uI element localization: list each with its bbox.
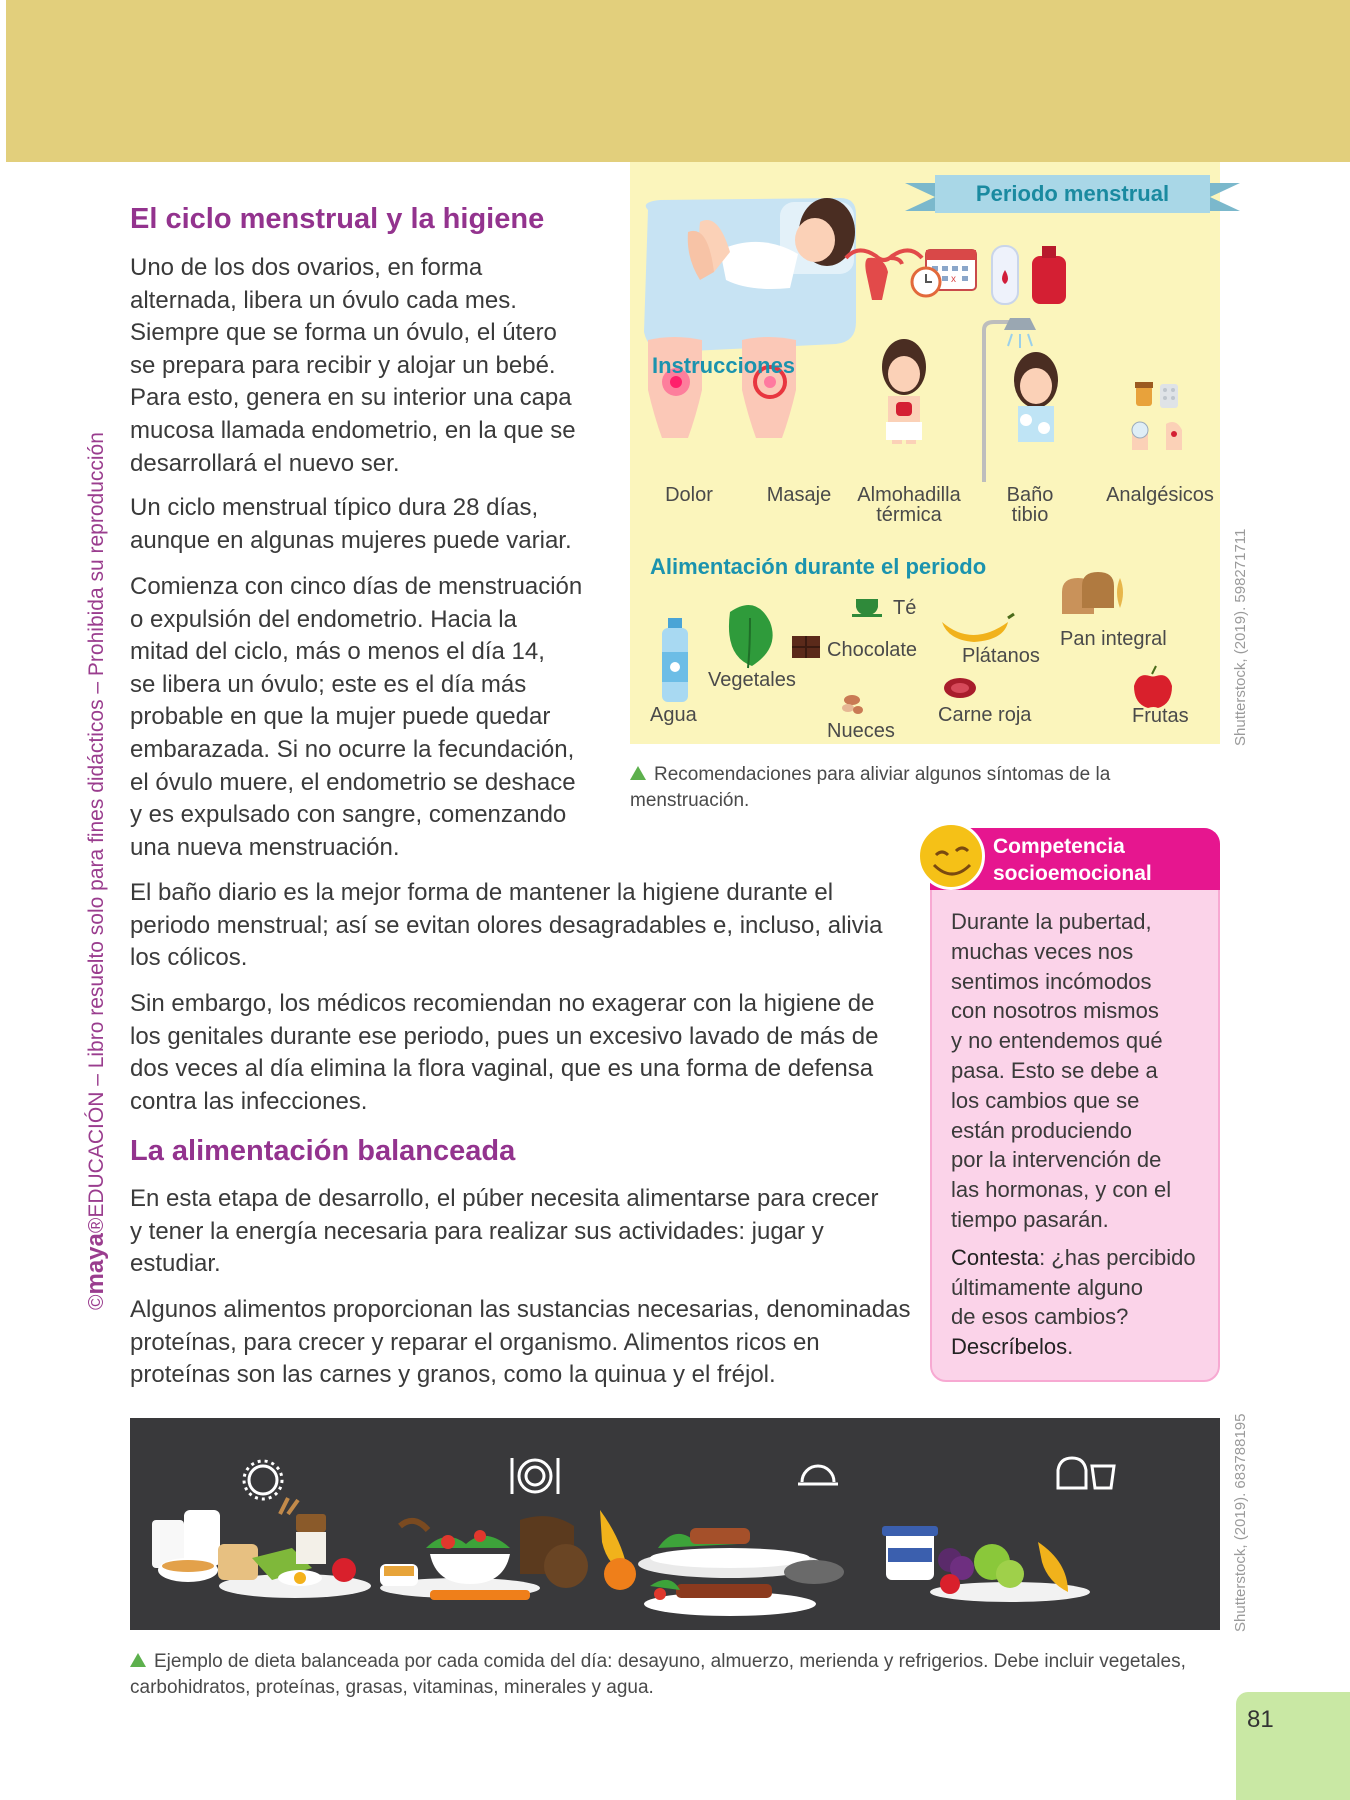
label-vegetales: Vegetales — [708, 669, 796, 691]
vegetables-icon — [729, 605, 773, 668]
whole-bread-icon — [1062, 572, 1123, 614]
section-title-menstrual-cycle: El ciclo menstrual y la higiene — [130, 203, 545, 235]
text-line: Uno de los dos ovarios, en forma — [130, 254, 483, 281]
meals-caption: Ejemplo de dieta balanceada por cada comida del día: desayuno, almuerzo, merienda y refrigerios. Debe incluir vegetales, carbohidratos, proteínas, grasas, vitaminas, minerales y agua. — [130, 1651, 1186, 1698]
sun-icon — [244, 1461, 282, 1499]
text-line: Comienza con cinco días de menstruación — [130, 573, 583, 600]
girl-in-bed-illustration — [644, 198, 856, 352]
text-line: los cólicos. — [130, 944, 248, 972]
text-line: El baño diario es la mejor forma de mantener la higiene durante el — [130, 879, 834, 906]
text-line: por la intervención de — [951, 1147, 1162, 1173]
competencia-header: Competencia socioemocional — [930, 828, 1220, 890]
text-line: con nosotros mismos — [951, 998, 1159, 1024]
text-line: pasa. Esto se debe a — [951, 1057, 1158, 1083]
instructions-title: Instrucciones — [652, 353, 796, 378]
text-line: Un ciclo menstrual típico dura 28 días, — [130, 494, 539, 521]
caption-triangle-icon — [630, 766, 646, 780]
snack-plates — [638, 1528, 844, 1616]
label-carne-roja: Carne roja — [938, 704, 1032, 726]
text-line: proteínas son las carnes y granos, como la quinua y el fréjol. — [130, 1361, 776, 1389]
text-line: En esta etapa de desarrollo, el púber necesita alimentarse para crecer — [130, 1185, 879, 1212]
text-line: o expulsión del endometrio. Hacia la — [130, 605, 517, 633]
text-line: Para esto, genera en su interior una capa — [130, 384, 572, 412]
paragraph-ciclo-28 — [130, 492, 572, 557]
copyright-notice: ©maya®EDUCACIÓN – Libro resuelto solo para fines didácticos – Prohibida su reproducción — [82, 432, 109, 1310]
label-te: Té — [893, 597, 917, 619]
heating-pad-girl-icon — [882, 339, 926, 444]
paragraph-comienza — [130, 571, 582, 864]
breakfast-plate — [152, 1498, 371, 1598]
text-line: los genitales durante ese periodo, pues un excesivo lavado de más de — [130, 1022, 879, 1050]
paragraph-bano-diario — [130, 877, 882, 975]
label-bano-tibio: Baño tibio — [1006, 484, 1054, 526]
paragraph-sin-embargo — [130, 988, 879, 1118]
label-dolor: Dolor — [665, 484, 713, 506]
label-masaje: Masaje — [766, 484, 832, 506]
paragraph-proteinas — [130, 1294, 910, 1392]
label-platanos: Plátanos — [962, 645, 1040, 667]
caption-triangle-icon — [130, 1653, 146, 1667]
text-line: tiempo pasarán. — [951, 1206, 1109, 1232]
text-line: una nueva menstruación. — [130, 833, 400, 861]
paragraph-ovarios — [130, 252, 576, 480]
text-line: Sin embargo, los médicos recomiendan no exagerar con la higiene de — [130, 990, 875, 1017]
image-credit-meals: Shutterstock, (2019). 683788195 — [1232, 1413, 1249, 1632]
red-meat-icon — [944, 678, 976, 698]
lunch-plate — [380, 1510, 636, 1600]
text-line: estudiar. — [130, 1250, 221, 1278]
text-line: mucosa llamada endometrio, en la que se — [130, 416, 576, 444]
pills-icon — [1132, 382, 1182, 450]
text-line: dos veces al día elimina la flora vaginal, que es una forma de defensa — [130, 1055, 874, 1083]
tea-icon — [852, 599, 882, 617]
label-almohadilla: Almohadilla térmica — [857, 484, 961, 526]
smiley-icon — [917, 822, 985, 890]
ribbon-periodo-menstrual: Periodo menstrual — [935, 175, 1210, 213]
nuts-icon — [842, 695, 863, 714]
text-line: están produciendo — [951, 1117, 1133, 1143]
shower-icon — [984, 318, 1058, 482]
header-band — [0, 0, 1350, 162]
infographic-caption: Recomendaciones para aliviar algunos síntomas de la menstruación. — [630, 764, 1111, 811]
label-pan-integral: Pan integral — [1060, 628, 1167, 650]
text-line: se prepara para recibir y alojar un bebé. — [130, 351, 556, 379]
text-line: se libera un óvulo; este es el día más — [130, 670, 527, 698]
water-bottle-icon — [662, 618, 688, 702]
label-frutas: Frutas — [1132, 705, 1189, 727]
text-line: los cambios que se — [951, 1087, 1140, 1113]
image-credit-infographic: Shutterstock, (2019). 598271711 — [1232, 528, 1249, 746]
section-title-alimentacion: La alimentación balanceada — [130, 1135, 516, 1167]
text-line: desarrollará el nuevo ser. — [130, 449, 400, 477]
text-line: alternada, libera un óvulo cada mes. — [130, 286, 517, 314]
label-chocolate: Chocolate — [827, 639, 918, 661]
text-line: y es expulsado con sangre, comenzando — [130, 801, 567, 829]
text-line: embarazada. Si no ocurre la fecundación, — [130, 735, 575, 763]
text-line: y tener la energía necesaria para realizar sus actividades: jugar y — [130, 1217, 824, 1245]
text-line: las hormonas, y con el — [951, 1177, 1172, 1203]
text-line: contra las infecciones. — [130, 1087, 368, 1115]
uterus-icon — [846, 250, 922, 300]
meals-illustration — [130, 1418, 1220, 1630]
text-line: el óvulo muere, el endometrio se deshace — [130, 768, 576, 796]
chocolate-icon — [792, 636, 820, 658]
sunset-icon — [798, 1466, 838, 1484]
hot-water-bottle-icon — [1032, 246, 1066, 304]
refrigerio-plate — [882, 1526, 1090, 1602]
text-line: muchas veces nos — [951, 938, 1134, 964]
text-line: aunque en algunas mujeres puede variar. — [130, 526, 572, 554]
label-analgesicos: Analgésicos — [1106, 484, 1214, 506]
plate-cutlery-icon — [512, 1458, 558, 1494]
text-line: y no entendemos qué — [951, 1028, 1163, 1054]
text-line: sentimos incómodos — [951, 968, 1152, 994]
sanitary-pad-icon — [992, 246, 1018, 304]
competencia-text: Durante la pubertad, muchas veces nos sentimos incómodos con nosotros mismos y no entendemos qué pasa. Esto se debe a los cambios que se están produciendo por la intervención de las hormonas, y con el tiempo pasarán. Contesta: ¿has percibido últimamente alguno de esos cambios? Descríbelos. — [951, 907, 1201, 1362]
label-nueces: Nueces — [827, 720, 895, 742]
text-line: mitad del ciclo, más o menos el día 14, — [130, 638, 545, 666]
page-number: 81 — [1236, 1692, 1350, 1800]
text-line: Siempre que se forma un óvulo, el útero — [130, 319, 557, 347]
paragraph-etapa-desarrollo — [130, 1183, 878, 1281]
text-line: Durante la pubertad, — [951, 909, 1152, 934]
label-agua: Agua — [650, 704, 697, 726]
text-line: proteínas, para crecer y reparar el organismo. Alimentos ricos en — [130, 1328, 820, 1356]
apple-icon — [1134, 666, 1172, 708]
food-section-title: Alimentación durante el periodo — [650, 554, 987, 579]
svg-text:x: x — [951, 274, 956, 285]
text-line: probable en que la mujer puede quedar — [130, 703, 551, 731]
text-line: Algunos alimentos proporcionan las sustancias necesarias, denominadas — [130, 1296, 911, 1323]
bananas-icon — [942, 614, 1014, 642]
snack-icon — [1058, 1458, 1114, 1488]
text-line: periodo menstrual; así se evitan olores desagradables e, incluso, alivia — [130, 911, 883, 939]
infographic-illustrations — [630, 162, 1220, 744]
